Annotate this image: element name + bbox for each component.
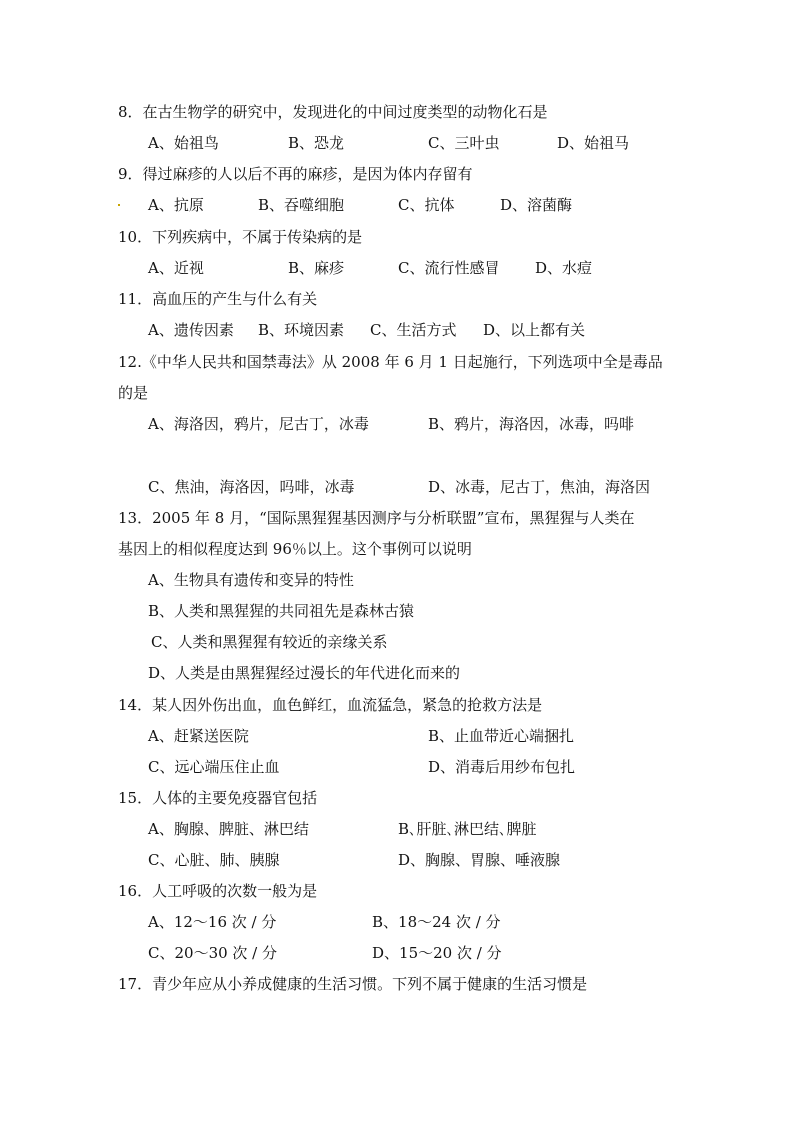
question-15-stem: 15．人体的主要免疫器官包括 xyxy=(118,789,318,807)
question-13-option-b: B、人类和黑猩猩的共同祖先是森林古猿 xyxy=(148,602,415,620)
question-10-option-b: B、麻疹 xyxy=(288,259,345,277)
question-13-option-c: C、人类和黑猩猩有较近的亲缘关系 xyxy=(151,633,388,651)
question-12-option-a: A、海洛因，鸦片，尼古丁，冰毒 xyxy=(148,415,369,433)
question-10-option-d: D、水痘 xyxy=(535,259,593,277)
question-11-option-a: A、遗传因素 xyxy=(148,321,234,339)
question-12-option-d: D、冰毒，尼古丁，焦油，海洛因 xyxy=(428,478,651,496)
question-12-option-b: B、鸦片，海洛因，冰毒，吗啡 xyxy=(428,415,635,433)
question-15-option-a: A、胸腺、脾脏、淋巴结 xyxy=(148,820,309,838)
question-11-stem: 11．高血压的产生与什么有关 xyxy=(118,290,318,308)
question-14-stem: 14．某人因外伤出血，血色鲜红，血流猛急，紧急的抢救方法是 xyxy=(118,696,543,714)
question-15-option-c: C、心脏、肺、胰腺 xyxy=(148,851,280,869)
question-15-option-d: D、胸腺、胃腺、唾液腺 xyxy=(398,851,561,869)
question-13-stem: 13．2005 年 8 月，“国际黑猩猩基因测序与分析联盟”宣布，黑猩猩与人类在 xyxy=(118,509,635,527)
question-12-option-c: C、焦油，海洛因，吗啡，冰毒 xyxy=(148,478,355,496)
question-9-option-d: D、溶菌酶 xyxy=(500,196,573,214)
question-8-option-a: A、始祖鸟 xyxy=(148,134,219,152)
question-14-option-a: A、赶紧送医院 xyxy=(148,727,249,745)
question-11-option-b: B、环境因素 xyxy=(258,321,345,339)
question-10-option-c: C、流行性感冒 xyxy=(398,259,500,277)
question-9-option-c: C、抗体 xyxy=(398,196,455,214)
question-9-option-a: A、抗原 xyxy=(148,196,204,214)
question-15-option-b: B､肝脏､淋巴结､脾脏 xyxy=(398,820,537,838)
question-11-option-d: D、以上都有关 xyxy=(483,321,586,339)
question-16-option-d: D、15～20 次 / 分 xyxy=(372,944,502,962)
question-9-option-b: B、吞噬细胞 xyxy=(258,196,345,214)
question-16-option-c: C、20～30 次 / 分 xyxy=(148,944,278,962)
question-10-stem: 10．下列疾病中，不属于传染病的是 xyxy=(118,228,363,246)
question-8-option-c: C、三叶虫 xyxy=(428,134,500,152)
question-10-option-a: A、近视 xyxy=(148,259,204,277)
question-9-stem: 9．得过麻疹的人以后不再的麻疹，是因为体内存留有 xyxy=(118,165,473,183)
question-13-option-a: A、生物具有遗传和变异的特性 xyxy=(148,571,354,589)
question-8-option-d: D、始祖马 xyxy=(557,134,630,152)
question-14-option-d: D、消毒后用纱布包扎 xyxy=(428,758,576,776)
question-8-stem: 8．在古生物学的研究中，发现进化的中间过度类型的动物化石是 xyxy=(118,103,548,121)
question-14-option-c: C、远心端压住止血 xyxy=(148,758,280,776)
question-8-option-b: B、恐龙 xyxy=(288,134,345,152)
question-16-option-b: B、18～24 次 / 分 xyxy=(372,913,501,931)
question-16-option-a: A、12～16 次 / 分 xyxy=(148,913,277,931)
question-14-option-b: B、止血带近心端捆扎 xyxy=(428,727,575,745)
question-17-stem: 17．青少年应从小养成健康的生活习惯。下列不属于健康的生活习惯是 xyxy=(118,975,588,993)
question-16-stem: 16．人工呼吸的次数一般为是 xyxy=(118,882,318,900)
question-13-option-d: D、人类是由黑猩猩经过漫长的年代进化而来的 xyxy=(148,664,461,682)
question-11-option-c: C、生活方式 xyxy=(370,321,457,339)
question-12-stem: 12.《中华人民共和国禁毒法》从 2008 年 6 月 1 日起施行，下列选项中全是毒品 xyxy=(118,353,663,371)
question-12-stem-continued: 的是 xyxy=(118,384,149,402)
stray-mark xyxy=(118,204,120,206)
question-13-stem-continued: 基因上的相似程度达到 96％以上。这个事例可以说明 xyxy=(118,540,472,558)
